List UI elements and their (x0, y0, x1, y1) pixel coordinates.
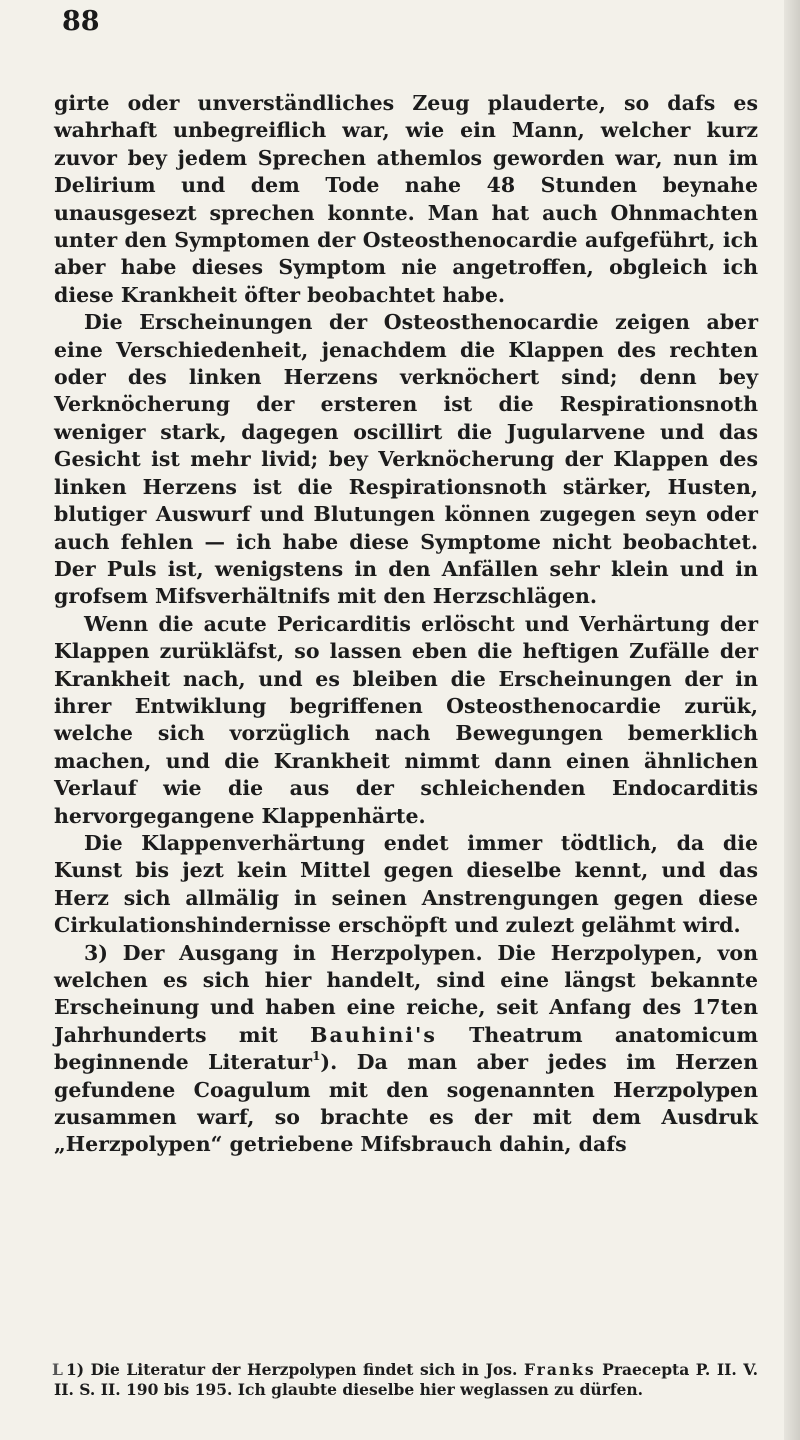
body-text (54, 90, 758, 1159)
page-edge (784, 0, 800, 1440)
paragraph: Die Erscheinungen der Osteosthenocardie zeigen aber eine Verschiedenheit, jenachdem die Klappen des rechten oder des linken Herzens verknöchert sind; denn bey Verknöcherung der ersteren ist die Respirationsnoth weniger stark, dagegen oscillirt die Jugularvene und das Gesicht ist mehr livid; bey Verknöcherung der Klappen des linken Herzens ist die Respirationsnoth stärker, Husten, blutiger Auswurf und Blutungen können zugegen seyn oder auch fehlen — ich habe diese Symptome nicht beobachtet. Der Puls ist, wenigstens in den Anfällen sehr klein und in grofsem Mifsverhältnifs mit den Herzschlägen. (54, 310, 758, 609)
author-name: Franks (523, 1360, 596, 1379)
paragraph: Die Klappenverhärtung endet immer tödtlich, da die Kunst bis jezt kein Mittel gegen dieselbe kennt, und das Herz sich allmälig in seinen Anstrengungen gegen diese Cirkulationshindernisse erschöpft und zulezt gelähmt wird. (54, 830, 758, 938)
footnote-reference: 1 (312, 1049, 321, 1064)
paragraph-text: ). Da man aber jedes im Herzen gefundene Coagulum mit den sogenannten Herzpolypen zusammen warf, so brachte es der mit dem Ausdruk „Herzpolypen“ getriebene Mifsbrauch dahin, dafs (54, 1050, 758, 1157)
footnote (54, 1360, 758, 1400)
margin-mark: L (52, 1360, 63, 1379)
paragraph-text: 3) Der Ausgang in Herzpolypen. Die Herzpolypen, von welchen es sich hier handelt, sind eine längst bekannte Erscheinung und haben eine reiche, seit Anfang des 17ten Jahrhunderts mit (54, 940, 758, 1047)
author-name: Bauhini's (310, 1022, 437, 1047)
paragraph (54, 940, 758, 1159)
paragraph: Wenn die acute Pericarditis erlöscht und Verhärtung der Klappen zurükläfst, so lassen eben die heftigen Zufälle der Krankheit nach, und es bleiben die Erscheinungen der in ihrer Entwiklung begriffenen Osteosthenocardie zurük, welche sich vorzüglich nach Bewegungen bemerklich machen, und die Krankheit nimmt dann einen ähnlichen Verlauf wie die aus der schleichenden Endocarditis hervorgegangene Klappenhärte. (54, 611, 758, 828)
paragraph: girte oder unverständliches Zeug plauderte, so dafs es wahrhaft unbegreiflich war, wie ein Mann, welcher kurz zuvor bey jedem Sprechen athemlos geworden war, nun im Delirium und dem Tode nahe 48 Stunden beynahe unausgesezt sprechen konnte. Man hat auch Ohnmachten unter den Symptomen der Osteosthenocardie aufgeführt, ich aber habe dieses Symptom nie angetroffen, obgleich ich diese Krankheit öfter beobachtet habe. (54, 91, 758, 307)
footnote-text: 1) Die Literatur der Herzpolypen findet sich in Jos. (66, 1360, 524, 1379)
footnote-text: Praecepta P. II. V. II. S. II. 190 bis 195. Ich glaubte dieselbe hier weglassen zu dürfen. (54, 1360, 758, 1399)
page-number: 88 (62, 6, 100, 37)
paragraph-text: Theatrum anatomicum beginnende Literatur (54, 1022, 759, 1075)
